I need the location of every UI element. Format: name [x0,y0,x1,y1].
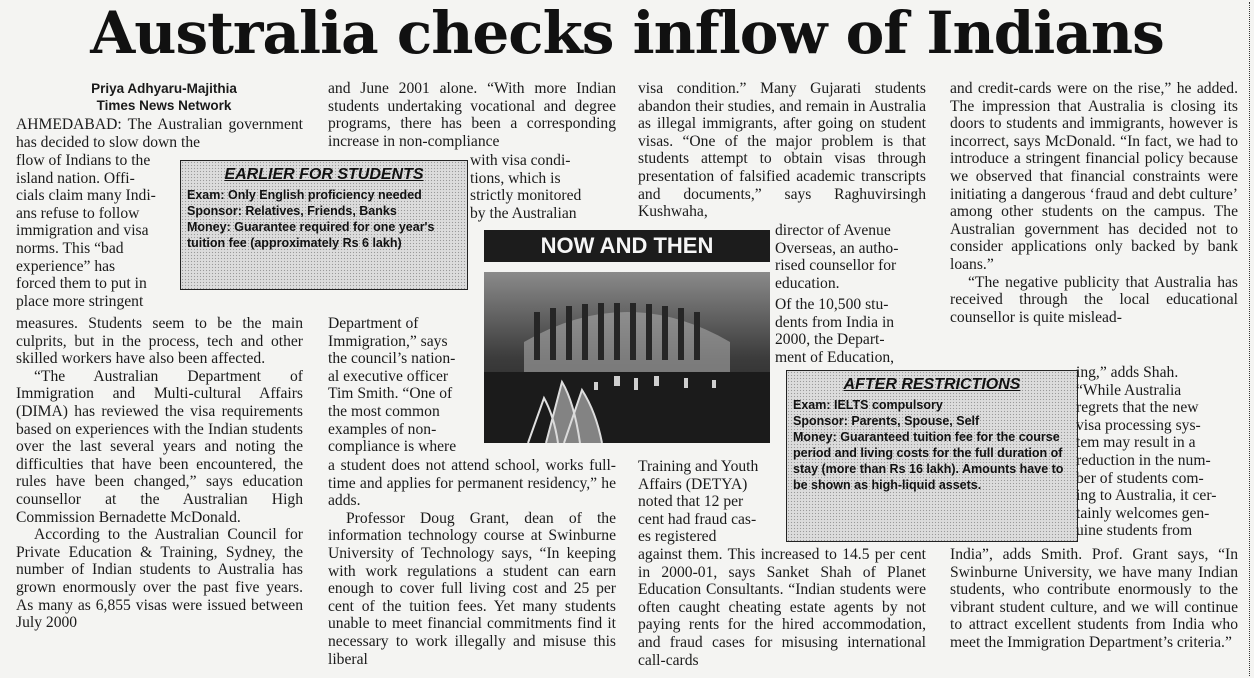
sidebar-after-sponsor: Sponsor: Parents, Spouse, Self [793,414,980,428]
column-4-line: ing,” adds Shah. [1076,364,1179,381]
column-4-line: ing to Australia, it cer- [1076,487,1217,505]
column-2-mid [328,315,478,456]
column-3-low-line: Affairs (DETYA) [638,475,748,493]
column-2-mid-line: the council’s nation- [328,350,456,368]
column-2-mid-line: compliance is where [328,438,457,456]
column-3-line: Overseas, an autho- [775,239,899,257]
column-3-lead: visa condition.” Many Gujarati students abandon their studies, and remain in Australia as illegal immigrants, after going on student visas. “One of the major problem is that students attempt to obtain visas through presentation of falsified academic transcripts and documents,” says Raghuvirsingh Kushwaha, [638,80,926,221]
column-4-line: tainly welcomes gen- [1076,504,1210,522]
column-1-line: cials claim many Indi- [16,187,156,205]
column-3-line: ment of Education, [775,348,895,366]
column-2-line: with visa condi- [470,152,571,169]
sidebar-earlier [180,160,468,290]
column-4-line: “While Australia [1076,381,1182,399]
column-2-para-2: Professor Doug Grant, dean of the information technology course at Swinburne University of Technology says, “In keeping with work regulations a student can earn enough to cover full living cost and 25 per cent of the tuition fees. Yet many students unable to meet financial commitments find it necessary to work illegally and misuse this liberal [328,509,616,668]
column-4-line: ber of students com- [1076,469,1204,487]
column-4-body [950,546,1238,652]
column-3-line: director of Avenue [775,222,891,239]
sidebar-after-money: Money: Guaranteed tuition fee for the course period and living costs for the full duration of stay (more than Rs 16 lakh). Amounts have to be shown as high-liquid assets. [793,430,1064,492]
column-1-para-2: “The Australian Department of Immigration and Multi-cultural Affairs (DIMA) has reviewed the visa requirements based on experiences with the Indian students over the last several years and noting the difficulties that have been encountered, the rules have been changed,” says education counsellor at the Australian High Commission Bernadette McDonald. [16,367,303,526]
column-3-top [638,80,926,221]
column-4-line: reduction in the num- [1076,451,1211,469]
sidebar-after-title: AFTER RESTRICTIONS [843,376,1021,393]
byline-agency: Times News Network [96,98,232,113]
column-1-line: immigration and visa [16,222,149,240]
column-3-line: dents from India in [775,313,895,331]
byline [16,80,312,114]
column-3-low-line: cent had fraud cas- [638,510,757,528]
sidebar-earlier-money: Money: Guarantee required for one year's tuition fee (approximately Rs 6 lakh) [187,220,435,250]
now-and-then-banner: NOW AND THEN [484,230,770,262]
column-2-line: by the Australian [470,204,577,222]
column-4-lead: and credit-cards were on the rise,” he added. The impression that Australia is closing its doors to students and immigrants, however is incorrect, says McDonald. “In fact, we had to introduce a stringent financial policy because we observed that financial constraints were initiating a dangerous ‘fraud and debt culture’ among other students on the campus. The Australian government has decided not to consider applications only backed by bank loans.” [950,80,1238,273]
column-3-low-line: Training and Youth [638,458,759,475]
column-1-top [16,116,303,151]
column-3-low-line: noted that 12 per [638,493,744,511]
column-2-mid-line: al executive officer [328,367,449,385]
column-2-mid-line: Department of [328,315,419,332]
column-4-wrap [1076,364,1238,540]
column-rule [1249,2,1250,676]
column-2-body [328,457,616,668]
column-2-para-end: a student does not attend school, works full-time and applies for permanent residency,” he adds. [328,457,616,510]
column-1-wrap [16,152,172,310]
column-2-mid-line: Tim Smith. “One of [328,385,453,403]
column-4-line: regrets that the new [1076,399,1199,417]
column-2-mid-line: the most common [328,402,440,420]
column-1-line: norms. This “bad [16,239,124,257]
column-3-body [638,546,926,669]
opera-house-photo [484,272,770,443]
column-4-para-2: “The negative publicity that Australia has received through the local educational counsellor is quite mislead- [950,273,1238,326]
column-1-para-3: According to the Australian Council for Private Education & Training, Sydney, the number of Indian students to Australia has grown enormously over the past five years. As many as 6,855 visas were issued between July 2000 [16,526,303,632]
column-2-top [328,80,616,150]
column-4-line: tem may result in a [1076,434,1196,452]
column-1-para-1-end: measures. Students seem to be the main culprits, but in the process, tech and other skilled workers have also been affected. [16,315,303,368]
sidebar-after [786,370,1078,542]
column-4-line: visa processing sys- [1076,416,1201,434]
sidebar-earlier-title: EARLIER FOR STUDENTS [224,166,424,183]
column-1-line: place more stringent [16,292,144,310]
byline-author: Priya Adhyaru-Majithia [91,81,237,96]
sidebar-earlier-sponsor: Sponsor: Relatives, Friends, Banks [187,204,397,218]
column-2-mid-line: Immigration,” says [328,332,448,350]
sidebar-after-exam: Exam: IELTS compulsory [793,398,943,412]
column-3-low [638,458,784,546]
column-2-lead: and June 2001 alone. “With more Indian students undertaking vocational and degree programs, there has been a corresponding increase in non-compliance [328,80,616,150]
column-2-line: strictly monitored [470,187,582,205]
column-1-body [16,315,303,632]
column-3-line: rised counsellor for [775,257,897,275]
headline: Australia checks inflow of Indians [90,0,1164,67]
column-3-low-line: es registered [638,528,717,546]
column-3-wrap-2 [775,296,926,366]
column-1-line: flow of Indians to the [16,152,151,169]
column-2-mid-line: examples of non- [328,420,437,438]
column-4-line: uine students from [1076,522,1193,540]
sidebar-earlier-exam: Exam: Only English proficiency needed [187,188,422,202]
column-3-line: education. [775,274,840,292]
column-1-line: island nation. Offi- [16,169,135,187]
column-3-line: Of the 10,500 stu- [775,296,889,313]
column-3-line: 2000, the Depart- [775,331,885,349]
column-1-line: forced them to put in [16,275,147,293]
column-4-end: India”, adds Smith. Prof. Grant says, “In Swinburne University, we have many Indian students, who contribute enormously to the vibrant student culture, and we will continue to attract excellent students from India who meet the Immigration Department’s criteria.” [950,546,1238,651]
column-2-wrap [470,152,616,222]
column-2-line: tions, which is [470,169,561,187]
column-1-line: ans refuse to follow [16,204,140,222]
column-1-line: experience” has [16,257,116,275]
column-3-para-end: against them. This increased to 14.5 per cent in 2000-01, says Sanket Shah of Planet Education Consultants. “Indian students were often caught cheating estate agents by not paying rents for the hired accommodation, and fraud cases for misusing international call-cards [638,546,926,669]
opera-house-icon [484,272,770,443]
column-4-top [950,80,1238,326]
column-1-lead: AHMEDABAD: The Australian government has decided to slow down the [16,116,303,151]
column-3-wrap [775,222,926,292]
